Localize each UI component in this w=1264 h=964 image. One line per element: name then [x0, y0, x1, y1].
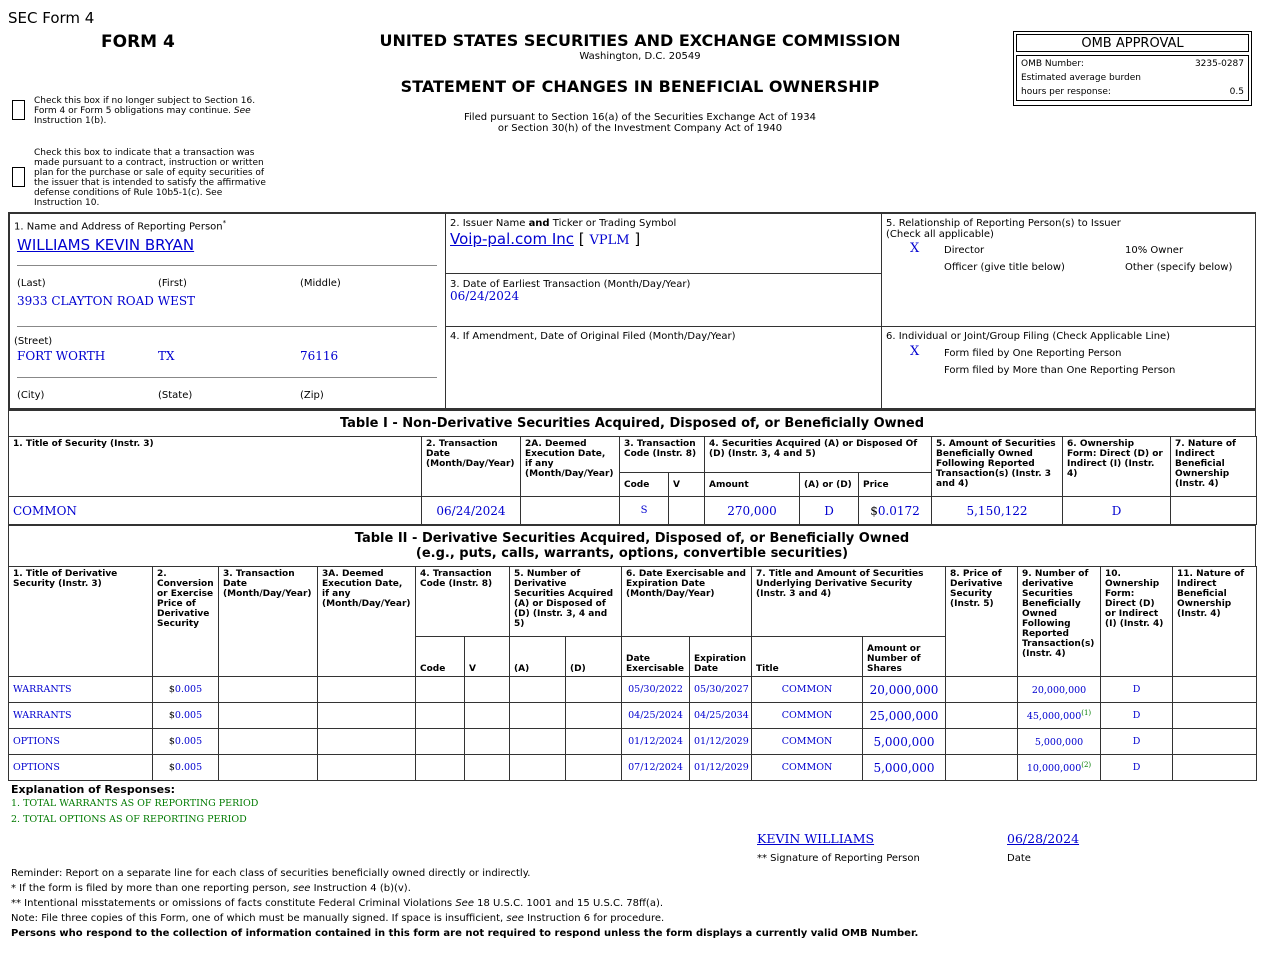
t2-cell-date: [219, 677, 318, 703]
t2-cell-form: D: [1101, 755, 1173, 781]
statement-title: STATEMENT OF CHANGES IN BENEFICIAL OWNERSHIP: [400, 77, 880, 96]
t1-cell-title: COMMON: [9, 497, 422, 525]
t2-cell-expiration: 01/12/2029: [690, 729, 752, 755]
t1-header-amount-sub: Amount: [705, 473, 800, 497]
t2-footnote: (2): [1081, 760, 1092, 769]
t2-cell-nature: [1173, 677, 1257, 703]
t1-header-owned: 5. Amount of Securities Beneficially Owned Following Reported Transaction(s) (Instr. 3 and 4): [932, 437, 1063, 497]
city-underline: [17, 377, 437, 378]
table1-title: Table I - Non-Derivative Securities Acquired, Disposed of, or Beneficially Owned: [8, 410, 1256, 437]
omb-number-value: 3235-0287: [1194, 59, 1244, 69]
section16-line-3: Instruction 1(b).: [34, 116, 107, 126]
signature-label: ** Signature of Reporting Person: [757, 853, 920, 864]
t2-cell-expiration: 01/12/2029: [690, 755, 752, 781]
t2-cell-d: [566, 729, 622, 755]
t1-cell-form: D: [1063, 497, 1171, 525]
t2-cell-title: WARRANTS: [9, 677, 153, 703]
t2-header-owned: 9. Number of derivative Securities Beneficially Owned Following Reported Transaction(s) (Instr. 4): [1018, 567, 1101, 677]
bracket-open: [: [578, 230, 585, 248]
t2-footnote: (1): [1081, 708, 1092, 717]
middle-label: (Middle): [300, 278, 341, 289]
footer-reminder: Reminder: Report on a separate line for each class of securities beneficially owned directly or indirectly.: [11, 868, 531, 879]
t1-cell-price: [859, 497, 932, 525]
filing-box: [881, 326, 1256, 409]
t2-cell-v: [465, 677, 510, 703]
table2-title-1: Table II - Derivative Securities Acquired, Disposed of, or Beneficially Owned: [354, 531, 910, 546]
t2-cell-deemed: [318, 703, 416, 729]
t2-cell-nature: [1173, 729, 1257, 755]
issuer-ticker: VPLM: [589, 233, 630, 248]
t2-cell-expiration: 04/25/2034: [690, 703, 752, 729]
relationship-box: [881, 213, 1256, 327]
t2-cell-under-title: COMMON: [752, 755, 863, 781]
t2-price-prefix: $: [168, 710, 175, 721]
t2-cell-a: [510, 729, 566, 755]
signature-name: KEVIN WILLIAMS: [757, 831, 875, 846]
t2-price-prefix: $: [168, 736, 175, 747]
filing-one-label: Form filed by One Reporting Person: [944, 348, 1122, 359]
section16-checkbox[interactable]: [12, 100, 25, 120]
t1-header-acquired: 4. Securities Acquired (A) or Disposed Of (D) (Instr. 3, 4 and 5): [705, 437, 932, 473]
street-value: 3933 CLAYTON ROAD WEST: [17, 294, 196, 308]
t2-cell-exercisable: 01/12/2024: [622, 729, 690, 755]
table2-title-2: (e.g., puts, calls, warrants, options, convertible securities): [415, 546, 849, 561]
footer-bold-note: Persons who respond to the collection of information contained in this form are not required to respond unless the form displays a currently valid OMB Number.: [11, 928, 919, 939]
relationship-label-1: 5. Relationship of Reporting Person(s) to Issuer: [886, 218, 1121, 229]
rule10b5-line-1: Check this box to indicate that a transaction was: [34, 148, 255, 158]
t2-cell-deemed: [318, 729, 416, 755]
t1-cell-date: 06/24/2024: [422, 497, 521, 525]
t2-cell-a: [510, 677, 566, 703]
rule10b5-line-4: the issuer that is intended to satisfy the affirmative: [34, 178, 266, 188]
t2-cell-deriv-price: [946, 677, 1018, 703]
t1-cell-deemed: [521, 497, 620, 525]
rule10b5-text: [34, 148, 284, 208]
t1-header-date: 2. Transaction Date (Month/Day/Year): [422, 437, 521, 497]
t2-cell-form: D: [1101, 677, 1173, 703]
reporting-person-label: 1. Name and Address of Reporting Person*: [14, 219, 227, 233]
t2-owned-value: 20,000,000: [1031, 685, 1087, 697]
rule10b5-line-5: defense conditions of Rule 10b5-1(c). See: [34, 188, 223, 198]
street-underline: [17, 326, 437, 327]
filed-line-2: or Section 30(h) of the Investment Company Act of 1940: [497, 123, 783, 134]
t1-header-code-sub: Code: [620, 473, 669, 497]
director-label: Director: [944, 245, 985, 256]
t2-cell-code: [416, 729, 465, 755]
ten-pct-owner-label: 10% Owner: [1125, 245, 1184, 256]
t2-cell-under-title: COMMON: [752, 703, 863, 729]
t2-header-code: 4. Transaction Code (Instr. 8): [416, 567, 510, 637]
agency-title: UNITED STATES SECURITIES AND EXCHANGE COMMISSION: [379, 31, 901, 50]
omb-hours-label: hours per response:: [1021, 87, 1111, 97]
t2-header-price: 8. Price of Derivative Security (Instr. 5): [946, 567, 1018, 677]
t2-cell-under-title: COMMON: [752, 729, 863, 755]
t2-cell-under-amount: 5,000,000: [863, 755, 946, 781]
explanation-item-1: 1. TOTAL WARRANTS AS OF REPORTING PERIOD: [11, 798, 259, 809]
t2-cell-nature: [1173, 703, 1257, 729]
t1-cell-ad: D: [800, 497, 859, 525]
t2-header-d-sub: (D): [566, 637, 622, 677]
form-label: FORM 4: [101, 32, 175, 52]
t2-cell-title: OPTIONS: [9, 729, 153, 755]
table-row: [9, 729, 1257, 755]
table-row: [9, 497, 1257, 525]
t2-header-form: 10. Ownership Form: Direct (D) or Indirect (I) (Instr. 4): [1101, 567, 1173, 677]
t2-cell-d: [566, 755, 622, 781]
t1-cell-amount: 270,000: [705, 497, 800, 525]
t2-cell-form: D: [1101, 729, 1173, 755]
t2-cell-code: [416, 703, 465, 729]
zip-label: (Zip): [300, 390, 324, 401]
t2-cell-exercisable: 04/25/2024: [622, 703, 690, 729]
t1-header-v-sub: V: [669, 473, 705, 497]
footer-note-3: Note: File three copies of this Form, one of which must be manually signed. If space is insufficient, see Instruction 6 for procedure.: [11, 913, 665, 924]
t2-cell-under-amount: 25,000,000: [863, 703, 946, 729]
t2-cell-under-amount: 20,000,000: [863, 677, 946, 703]
t2-cell-under-title: COMMON: [752, 677, 863, 703]
date-label: Date: [1007, 853, 1031, 864]
t2-cell-price: [153, 677, 219, 703]
t2-price-prefix: $: [168, 684, 175, 695]
zip-value: 76116: [300, 349, 339, 363]
filing-label: 6. Individual or Joint/Group Filing (Check Applicable Line): [886, 331, 1171, 342]
explanation-title: Explanation of Responses:: [11, 783, 176, 796]
reporting-person-name[interactable]: WILLIAMS KEVIN BRYAN: [17, 236, 195, 254]
t1-cell-v: [669, 497, 705, 525]
issuer-name[interactable]: Voip-pal.com Inc: [450, 230, 575, 248]
table-row: [9, 703, 1257, 729]
asterisk: *: [222, 219, 227, 227]
filed-line-1: Filed pursuant to Section 16(a) of the Securities Exchange Act of 1934: [464, 112, 816, 123]
t2-cell-title: OPTIONS: [9, 755, 153, 781]
bracket-close: ]: [634, 230, 641, 248]
table-row: [9, 677, 1257, 703]
t2-cell-under-amount: 5,000,000: [863, 729, 946, 755]
t2-cell-price: [153, 703, 219, 729]
table2-title: [8, 525, 1256, 567]
omb-burden-label: Estimated average burden: [1021, 73, 1141, 83]
t2-price-value: 0.005: [174, 736, 203, 747]
t2-cell-nature: [1173, 755, 1257, 781]
t1-header-ad-sub: (A) or (D): [800, 473, 859, 497]
t2-cell-v: [465, 729, 510, 755]
t2-header-date: 3. Transaction Date (Month/Day/Year): [219, 567, 318, 677]
city-label: (City): [17, 390, 45, 401]
rule10b5-line-2: made pursuant to a contract, instruction or written: [34, 158, 264, 168]
filing-mark[interactable]: X: [910, 344, 920, 359]
t2-cell-title: WARRANTS: [9, 703, 153, 729]
earliest-transaction-label: 3. Date of Earliest Transaction (Month/Day/Year): [450, 279, 691, 290]
t2-header-number: 5. Number of Derivative Securities Acquired (A) or Disposed of (D) (Instr. 3, 4 and 5): [510, 567, 622, 637]
t2-cell-v: [465, 755, 510, 781]
t2-cell-price: [153, 729, 219, 755]
issuer-label: 2. Issuer Name and Ticker or Trading Symbol: [450, 218, 677, 229]
t2-cell-owned: [1018, 729, 1101, 755]
agency-block: [340, 31, 940, 134]
first-label: (First): [158, 278, 187, 289]
table1: [8, 436, 1257, 525]
t2-header-exercisable: 6. Date Exercisable and Expiration Date (Month/Day/Year): [622, 567, 752, 637]
t2-header-ua-sub: Amount or Number of Shares: [863, 637, 946, 677]
t2-cell-deemed: [318, 755, 416, 781]
street-label: (Street): [14, 336, 53, 347]
state-value: TX: [158, 349, 175, 363]
t2-price-prefix: $: [168, 762, 175, 773]
amendment-box: [445, 326, 882, 409]
t2-header-a-sub: (A): [510, 637, 566, 677]
t1-cell-nature: [1171, 497, 1257, 525]
earliest-transaction-date: 06/24/2024: [450, 289, 520, 303]
rule10b5-line-6: Instruction 10.: [34, 198, 100, 208]
omb-details: [1016, 55, 1249, 101]
t1-price-value: 0.0172: [877, 503, 920, 518]
amendment-label: 4. If Amendment, Date of Original Filed (Month/Day/Year): [450, 331, 736, 342]
t2-cell-a: [510, 703, 566, 729]
other-label: Other (specify below): [1125, 262, 1233, 273]
section16-text: [34, 96, 274, 126]
t2-header-code-sub: Code: [416, 637, 465, 677]
omb-title: OMB APPROVAL: [1016, 34, 1249, 52]
table2-body: [9, 677, 1257, 781]
t1-header-form: 6. Ownership Form: Direct (D) or Indirect (I) (Instr. 4): [1063, 437, 1171, 497]
issuer-box: [445, 213, 882, 274]
t2-cell-date: [219, 729, 318, 755]
omb-hours-value: 0.5: [1229, 87, 1244, 97]
t2-cell-price: [153, 755, 219, 781]
t2-header-v-sub: V: [465, 637, 510, 677]
name-underline: [17, 265, 437, 266]
filing-more-label: Form filed by More than One Reporting Person: [944, 365, 1176, 376]
t2-header-deemed: 3A. Deemed Execution Date, if any (Month/Day/Year): [318, 567, 416, 677]
t1-cell-code: S: [620, 497, 669, 525]
t2-cell-exercisable: 05/30/2022: [622, 677, 690, 703]
t2-cell-a: [510, 755, 566, 781]
agency-location: Washington, D.C. 20549: [579, 51, 701, 62]
t2-price-value: 0.005: [174, 762, 203, 773]
t2-header-title: 1. Title of Derivative Security (Instr. 3): [9, 567, 153, 677]
section16-see: See: [233, 106, 251, 116]
t2-cell-date: [219, 755, 318, 781]
t2-cell-deriv-price: [946, 755, 1018, 781]
footer-note-1: * If the form is filed by more than one reporting person, see Instruction 4 (b)(v).: [11, 883, 411, 894]
section16-line-2: Form 4 or Form 5 obligations may continue.: [34, 106, 232, 116]
t1-header-title: 1. Title of Security (Instr. 3): [9, 437, 422, 497]
t1-header-price-sub: Price: [859, 473, 932, 497]
reporting-person-box: [9, 213, 446, 409]
t2-cell-code: [416, 677, 465, 703]
page-header: SEC Form 4: [8, 9, 95, 27]
t2-header-date-ex-sub: Date Exercisable: [622, 637, 690, 677]
t2-header-exp-sub: Expiration Date: [690, 637, 752, 677]
t2-cell-expiration: 05/30/2027: [690, 677, 752, 703]
issuer-name-line: [450, 230, 640, 248]
city-value: FORT WORTH: [17, 349, 106, 363]
section16-line-1: Check this box if no longer subject to Section 16.: [34, 96, 256, 106]
relationship-label-2: (Check all applicable): [886, 229, 994, 240]
t1-price-prefix: $: [870, 503, 878, 518]
signature-date: 06/28/2024: [1007, 831, 1080, 846]
earliest-transaction-box: [445, 273, 882, 327]
t2-header-nature: 11. Nature of Indirect Beneficial Ownership (Instr. 4): [1173, 567, 1257, 677]
t1-header-nature: 7. Nature of Indirect Beneficial Ownership (Instr. 4): [1171, 437, 1257, 497]
t2-price-value: 0.005: [174, 684, 203, 695]
t2-cell-code: [416, 755, 465, 781]
t2-owned-value: 10,000,000: [1026, 763, 1082, 775]
t2-cell-owned: [1018, 703, 1101, 729]
t1-header-deemed: 2A. Deemed Execution Date, if any (Month/Day/Year): [521, 437, 620, 497]
t2-cell-date: [219, 703, 318, 729]
t2-cell-deemed: [318, 677, 416, 703]
state-label: (State): [158, 390, 193, 401]
officer-label: Officer (give title below): [944, 262, 1065, 273]
director-mark[interactable]: X: [910, 241, 920, 256]
t2-cell-v: [465, 703, 510, 729]
t1-cell-owned: 5,150,122: [932, 497, 1063, 525]
rule10b5-line-3: plan for the purchase or sale of equity securities of: [34, 168, 265, 178]
table2: [8, 566, 1257, 781]
explanation-item-2: 2. TOTAL OPTIONS AS OF REPORTING PERIOD: [11, 814, 247, 825]
t2-cell-exercisable: 07/12/2024: [622, 755, 690, 781]
t2-cell-deriv-price: [946, 703, 1018, 729]
t2-owned-value: 45,000,000: [1026, 711, 1082, 723]
t2-header-ut-sub: Title: [752, 637, 863, 677]
t2-cell-form: D: [1101, 703, 1173, 729]
table-row: [9, 755, 1257, 781]
t2-cell-deriv-price: [946, 729, 1018, 755]
omb-approval-box: [1013, 31, 1252, 106]
omb-number-label: OMB Number:: [1021, 59, 1084, 69]
t2-header-conversion: 2. Conversion or Exercise Price of Derivative Security: [153, 567, 219, 677]
t2-price-value: 0.005: [174, 710, 203, 721]
footer-note-2: ** Intentional misstatements or omissions of facts constitute Federal Criminal Violations See 18 U.S.C. 1001 and 15 U.S.C. 78ff(a).: [11, 898, 664, 909]
rule10b5-checkbox[interactable]: [12, 167, 25, 187]
t2-header-underlying: 7. Title and Amount of Securities Underlying Derivative Security (Instr. 3 and 4): [752, 567, 946, 637]
t2-owned-value: 5,000,000: [1034, 737, 1084, 749]
t2-cell-owned: [1018, 677, 1101, 703]
t2-cell-owned: [1018, 755, 1101, 781]
relationship-label: [886, 218, 1121, 240]
last-label: (Last): [17, 278, 46, 289]
t1-header-code: 3. Transaction Code (Instr. 8): [620, 437, 705, 473]
t2-cell-d: [566, 703, 622, 729]
t2-cell-d: [566, 677, 622, 703]
